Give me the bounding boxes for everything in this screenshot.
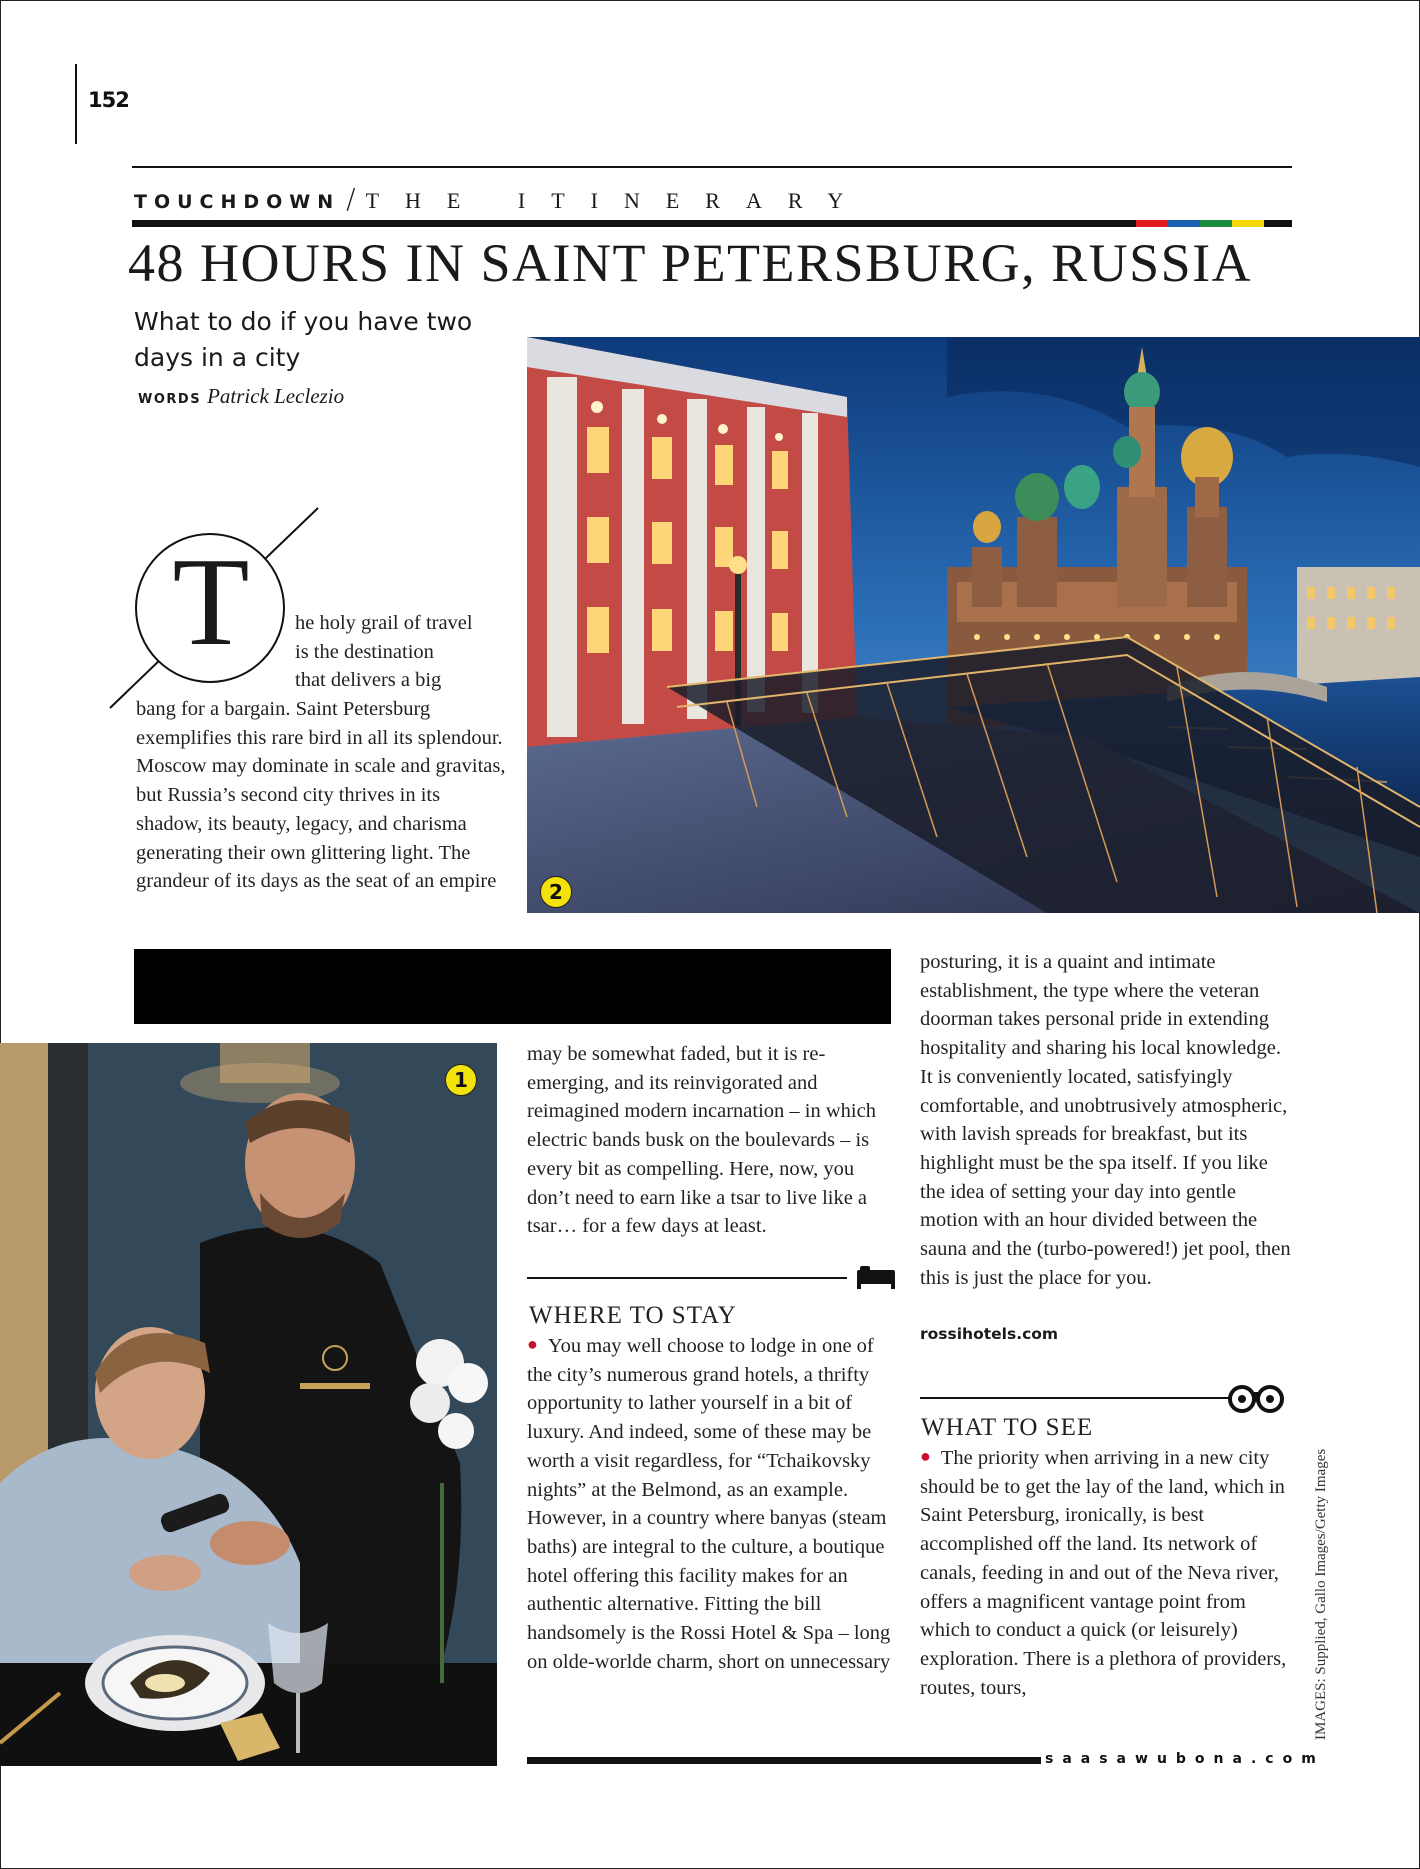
where-to-stay-body	[527, 1332, 899, 1676]
color-stripe-green	[1200, 220, 1232, 227]
article-subtitle: What to do if you have two days in a city	[134, 307, 473, 372]
folio-rule	[75, 64, 77, 144]
redaction-bar	[134, 949, 891, 1024]
where-to-stay-rule	[527, 1277, 847, 1279]
color-stripe-yellow	[1232, 220, 1264, 227]
rossi-hotels-link[interactable]: rossihotels.com	[920, 1325, 1059, 1343]
byline	[138, 384, 344, 409]
red-bullet-icon: ●	[920, 1446, 931, 1466]
section-primary: TOUCHDOWN	[134, 191, 341, 213]
section-separator: /	[346, 182, 356, 215]
church-canal-illustration	[527, 337, 1420, 913]
where-to-stay-text: You may well choose to lodge in one of the city’s numerous grand hotels, a thrifty opportunity to lather yourself in a bit of luxury. And indeed, some of these may be worth a visit regardless, for “Tchaikovsky nights” at the Belmond, as an example. However, in a country where banyas (steam baths) are integral to the culture, a boutique hotel offering this facility makes for an authentic alternative. Fitting the bill handsomely is the Rossi Hotel & Spa – long on olde-worlde charm, short on unnecessary	[527, 1335, 891, 1673]
what-to-see-text: The priority when arriving in a new city should be to get the lay of the land, which in Saint Petersburg, ironically, is best accomplished off the land. Its network of canals, feeding in and out of the Neva river, offers a magnificent vantage point from which to conduct a quick (or leisurely) exploration. There is a plethora of providers, routes, tours,	[920, 1447, 1287, 1699]
bed-icon	[856, 1264, 896, 1290]
photo-church-canal	[527, 337, 1420, 913]
color-stripe-black	[1264, 220, 1292, 227]
intro-line-2: is the destination	[295, 640, 434, 663]
what-to-see-heading: WHAT TO SEE	[921, 1414, 1094, 1441]
byline-label: WORDS	[138, 392, 202, 407]
footer-rule	[527, 1757, 1041, 1764]
where-to-stay-continued: posturing, it is a quaint and intimate establishment, the type where the veteran doorman takes personal pride in extending hospitality and sharing his local knowledge. It is conveniently located, satisfyingly comfortable, and unobtrusively atmospheric, with lavish spreads for breakfast, but its highlight must be the spa itself. If you like the idea of setting your day into gentle motion with an hour divided between the sauna and the (turbo-powered!) jet pool, then this is just the place for you.	[920, 951, 1291, 1289]
what-to-see-rule	[920, 1397, 1246, 1399]
intro-line-3: that delivers a big	[295, 669, 442, 692]
chef-caviar-illustration	[0, 1043, 497, 1766]
where-to-stay-heading: WHERE TO STAY	[529, 1302, 737, 1329]
section-secondary: THE ITINERARY	[365, 188, 870, 213]
byline-author: Patrick Leclezio	[207, 384, 345, 408]
photo-chef-caviar	[0, 1043, 497, 1766]
header-top-rule	[132, 166, 1292, 168]
website-footer: saasawubona.com	[1045, 1751, 1325, 1767]
intro-indented	[295, 609, 520, 695]
color-stripe-blue	[1168, 220, 1200, 227]
header-thick-rule	[132, 220, 1136, 227]
intro-line-1: he holy grail of travel	[295, 612, 473, 634]
article-title: 48 HOURS IN SAINT PETERSBURG, RUSSIA	[128, 233, 1253, 293]
what-to-see-body	[920, 1444, 1292, 1702]
section-label	[134, 182, 869, 215]
image-credit-text: IMAGES: Supplied, Gallo Images/Getty Images	[1313, 1448, 1329, 1740]
red-bullet-icon: ●	[527, 1334, 538, 1354]
color-stripe-red	[1136, 220, 1168, 227]
intro-paragraph: bang for a bargain. Saint Petersburg exemplifies this rare bird in all its splendour. Moscow may dominate in scale and gravitas, but Russia’s second city thrives in its shadow, its beauty, legacy, and charisma generating their own glittering light. The grandeur of its days as the seat of an empire	[136, 698, 506, 893]
binoculars-icon	[1226, 1384, 1286, 1414]
image-credit	[1310, 1420, 1338, 1740]
page-number: 152	[88, 88, 129, 112]
intro-continued: may be somewhat faded, but it is re-emerging, and its reinvigorated and reimagined modern incarnation – in which electric bands busk on the boulevards – is every bit as compelling. Here, now, you don’t need to earn like a tsar to live like a tsar… for a few days at least.	[527, 1043, 876, 1238]
photo-badge-2: 2	[540, 876, 572, 908]
photo-badge-1: 1	[445, 1064, 477, 1096]
drop-cap: T	[172, 533, 250, 672]
